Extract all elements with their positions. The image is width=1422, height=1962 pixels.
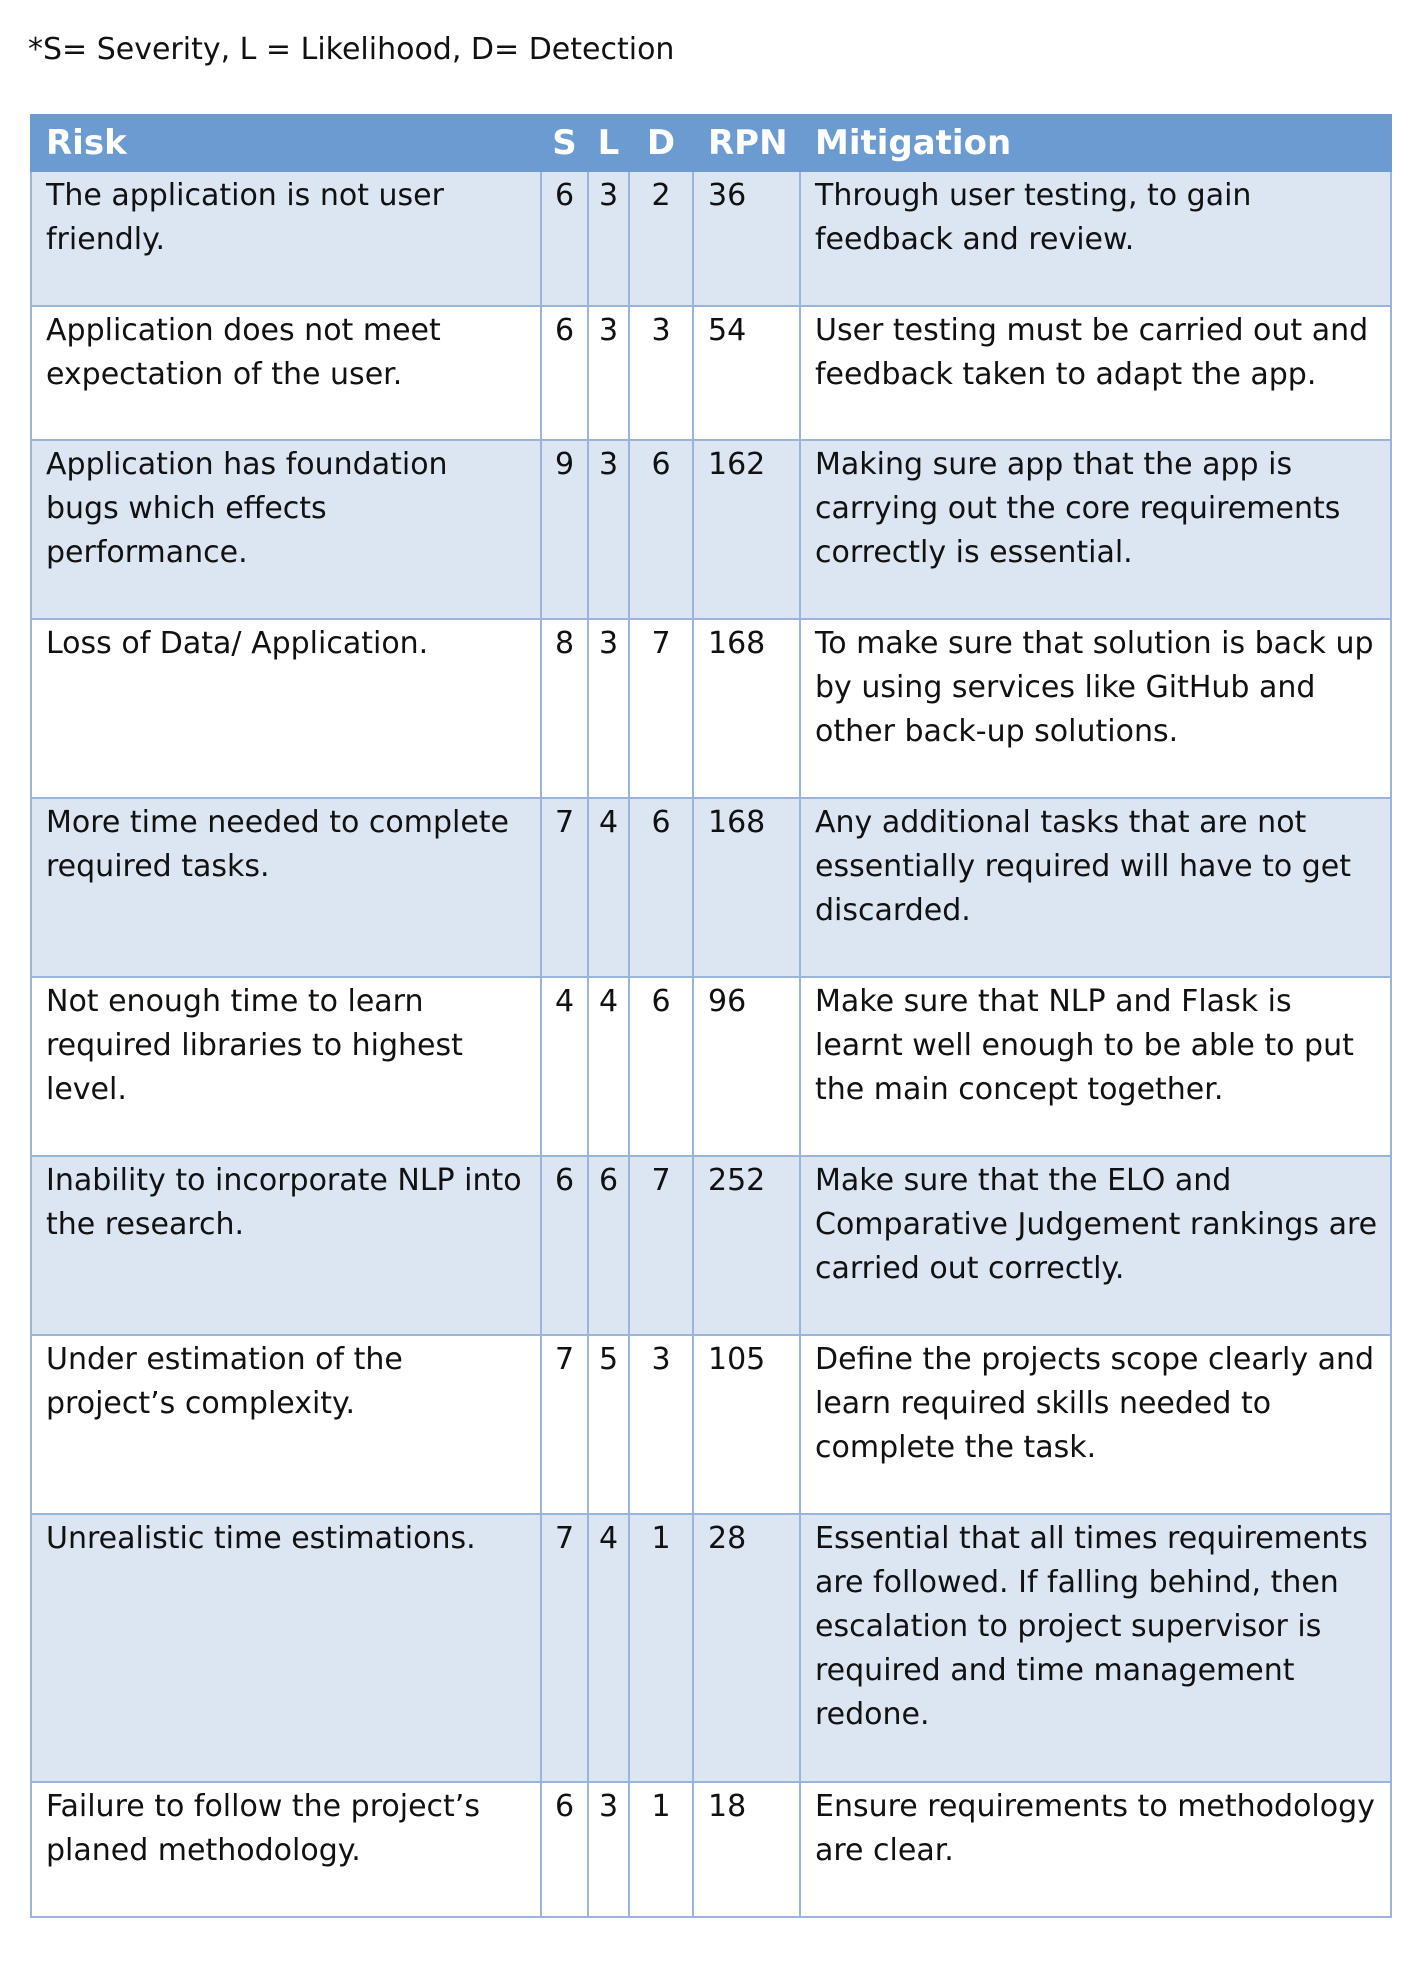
severity-cell: 7 [541, 798, 588, 977]
risk-cell: Inability to incorporate NLP into the research. [31, 1156, 541, 1335]
detection-cell: 7 [629, 1156, 693, 1335]
risk-table [30, 114, 1392, 1918]
likelihood-cell: 3 [588, 619, 629, 798]
detection-cell: 7 [629, 619, 693, 798]
risk-cell: Unrealistic time estimations. [31, 1514, 541, 1782]
severity-cell: 7 [541, 1335, 588, 1514]
table-row [31, 619, 1391, 798]
rpn-cell: 162 [693, 440, 800, 619]
detection-cell: 6 [629, 440, 693, 619]
header-risk: Risk [31, 115, 541, 171]
table-row [31, 977, 1391, 1156]
header-row [31, 115, 1391, 171]
severity-cell: 4 [541, 977, 588, 1156]
mitigation-cell: Define the projects scope clearly and learn required skills needed to complete the task. [800, 1335, 1391, 1514]
mitigation-cell: Make sure that the ELO and Comparative Judgement rankings are carried out correctly. [800, 1156, 1391, 1335]
likelihood-cell: 4 [588, 977, 629, 1156]
detection-cell: 3 [629, 1335, 693, 1514]
table-row [31, 798, 1391, 977]
severity-cell: 6 [541, 171, 588, 306]
likelihood-cell: 3 [588, 1782, 629, 1917]
likelihood-cell: 4 [588, 798, 629, 977]
mitigation-cell: Make sure that NLP and Flask is learnt well enough to be able to put the main concept together. [800, 977, 1391, 1156]
mitigation-cell: Ensure requirements to methodology are clear. [800, 1782, 1391, 1917]
detection-cell: 1 [629, 1514, 693, 1782]
rpn-cell: 18 [693, 1782, 800, 1917]
mitigation-cell: Any additional tasks that are not essentially required will have to get discarded. [800, 798, 1391, 977]
rpn-cell: 54 [693, 306, 800, 440]
rpn-cell: 168 [693, 798, 800, 977]
risk-cell: More time needed to complete required tasks. [31, 798, 541, 977]
header-severity: S [541, 115, 588, 171]
detection-cell: 1 [629, 1782, 693, 1917]
rpn-cell: 36 [693, 171, 800, 306]
detection-cell: 6 [629, 977, 693, 1156]
header-rpn: RPN [693, 115, 800, 171]
risk-cell: Loss of Data/ Application. [31, 619, 541, 798]
table-row [31, 306, 1391, 440]
table-row [31, 440, 1391, 619]
detection-cell: 3 [629, 306, 693, 440]
mitigation-cell: User testing must be carried out and feedback taken to adapt the app. [800, 306, 1391, 440]
severity-cell: 9 [541, 440, 588, 619]
header-mitigation: Mitigation [800, 115, 1391, 171]
risk-cell: Application has foundation bugs which effects performance. [31, 440, 541, 619]
header-detection: D [629, 115, 693, 171]
risk-cell: Under estimation of the project’s complexity. [31, 1335, 541, 1514]
rpn-cell: 252 [693, 1156, 800, 1335]
likelihood-cell: 3 [588, 171, 629, 306]
risk-cell: The application is not user friendly. [31, 171, 541, 306]
table-row [31, 1514, 1391, 1782]
severity-cell: 7 [541, 1514, 588, 1782]
likelihood-cell: 5 [588, 1335, 629, 1514]
detection-cell: 6 [629, 798, 693, 977]
table-row [31, 1782, 1391, 1917]
rpn-cell: 96 [693, 977, 800, 1156]
likelihood-cell: 3 [588, 440, 629, 619]
detection-cell: 2 [629, 171, 693, 306]
mitigation-cell: Essential that all times requirements are followed. If falling behind, then escalation to project supervisor is required and time management redone. [800, 1514, 1391, 1782]
mitigation-cell: Making sure app that the app is carrying out the core requirements correctly is essential. [800, 440, 1391, 619]
table-row [31, 1156, 1391, 1335]
risk-cell: Failure to follow the project’s planed methodology. [31, 1782, 541, 1917]
severity-cell: 6 [541, 1782, 588, 1917]
legend-text: *S= Severity, L = Likelihood, D= Detection [28, 32, 675, 67]
severity-cell: 6 [541, 306, 588, 440]
likelihood-cell: 4 [588, 1514, 629, 1782]
table-row [31, 171, 1391, 306]
rpn-cell: 105 [693, 1335, 800, 1514]
mitigation-cell: Through user testing, to gain feedback and review. [800, 171, 1391, 306]
risk-cell: Application does not meet expectation of the user. [31, 306, 541, 440]
likelihood-cell: 3 [588, 306, 629, 440]
rpn-cell: 168 [693, 619, 800, 798]
mitigation-cell: To make sure that solution is back up by using services like GitHub and other back-up solutions. [800, 619, 1391, 798]
likelihood-cell: 6 [588, 1156, 629, 1335]
table-row [31, 1335, 1391, 1514]
risk-cell: Not enough time to learn required libraries to highest level. [31, 977, 541, 1156]
rpn-cell: 28 [693, 1514, 800, 1782]
severity-cell: 8 [541, 619, 588, 798]
severity-cell: 6 [541, 1156, 588, 1335]
header-likelihood: L [588, 115, 629, 171]
